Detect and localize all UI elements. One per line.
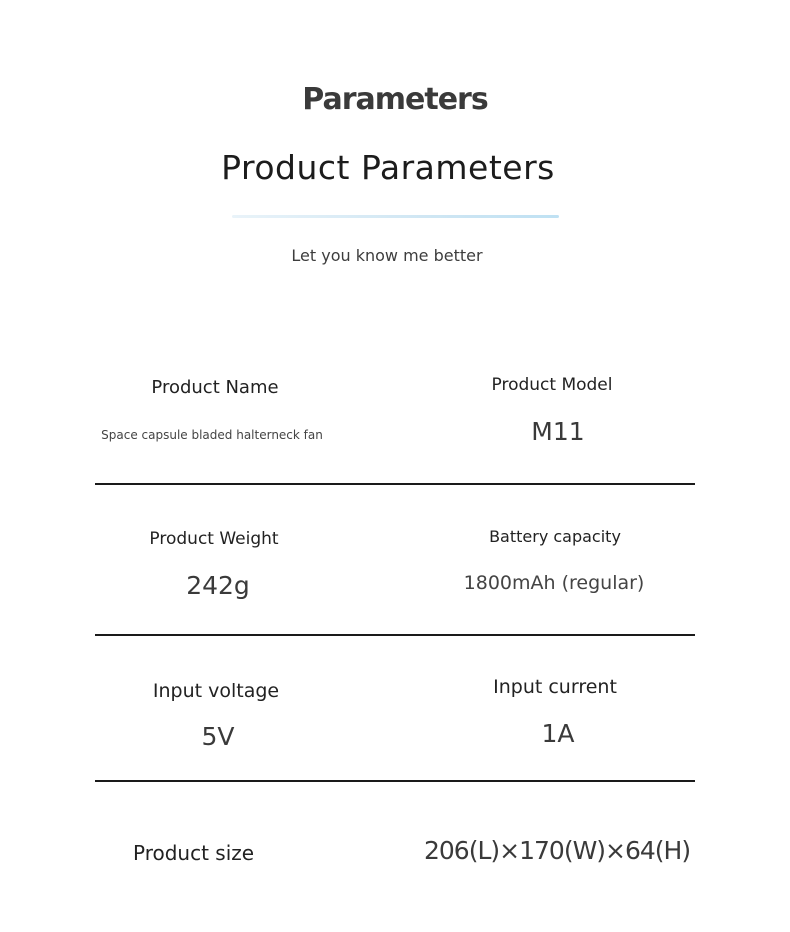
spec-value-product-weight: 242g (186, 571, 250, 600)
page-subtitle: Let you know me better (291, 246, 483, 265)
spec-value-battery-capacity: 1800mAh (regular) (463, 572, 645, 594)
row-divider (95, 634, 695, 636)
spec-label-product-name: Product Name (151, 377, 279, 398)
spec-value-product-name: Space capsule bladed halterneck fan (101, 428, 323, 442)
title-divider (232, 215, 559, 218)
spec-value-input-voltage: 5V (201, 722, 235, 751)
spec-value-input-current: 1A (541, 719, 575, 748)
row-divider (95, 483, 695, 485)
spec-label-product-model: Product Model (491, 375, 613, 395)
spec-label-input-current: Input current (493, 676, 617, 698)
spec-value-product-size: 206(L)×170(W)×64(H) (424, 836, 691, 865)
row-divider (95, 780, 695, 782)
spec-value-product-model: M11 (531, 417, 585, 446)
spec-label-product-size: Product size (133, 841, 255, 865)
page-title: Product Parameters (221, 148, 555, 187)
section-heading: Parameters (302, 82, 488, 117)
spec-label-product-weight: Product Weight (149, 529, 279, 549)
spec-label-battery-capacity: Battery capacity (489, 527, 621, 546)
spec-label-input-voltage: Input voltage (152, 680, 280, 702)
